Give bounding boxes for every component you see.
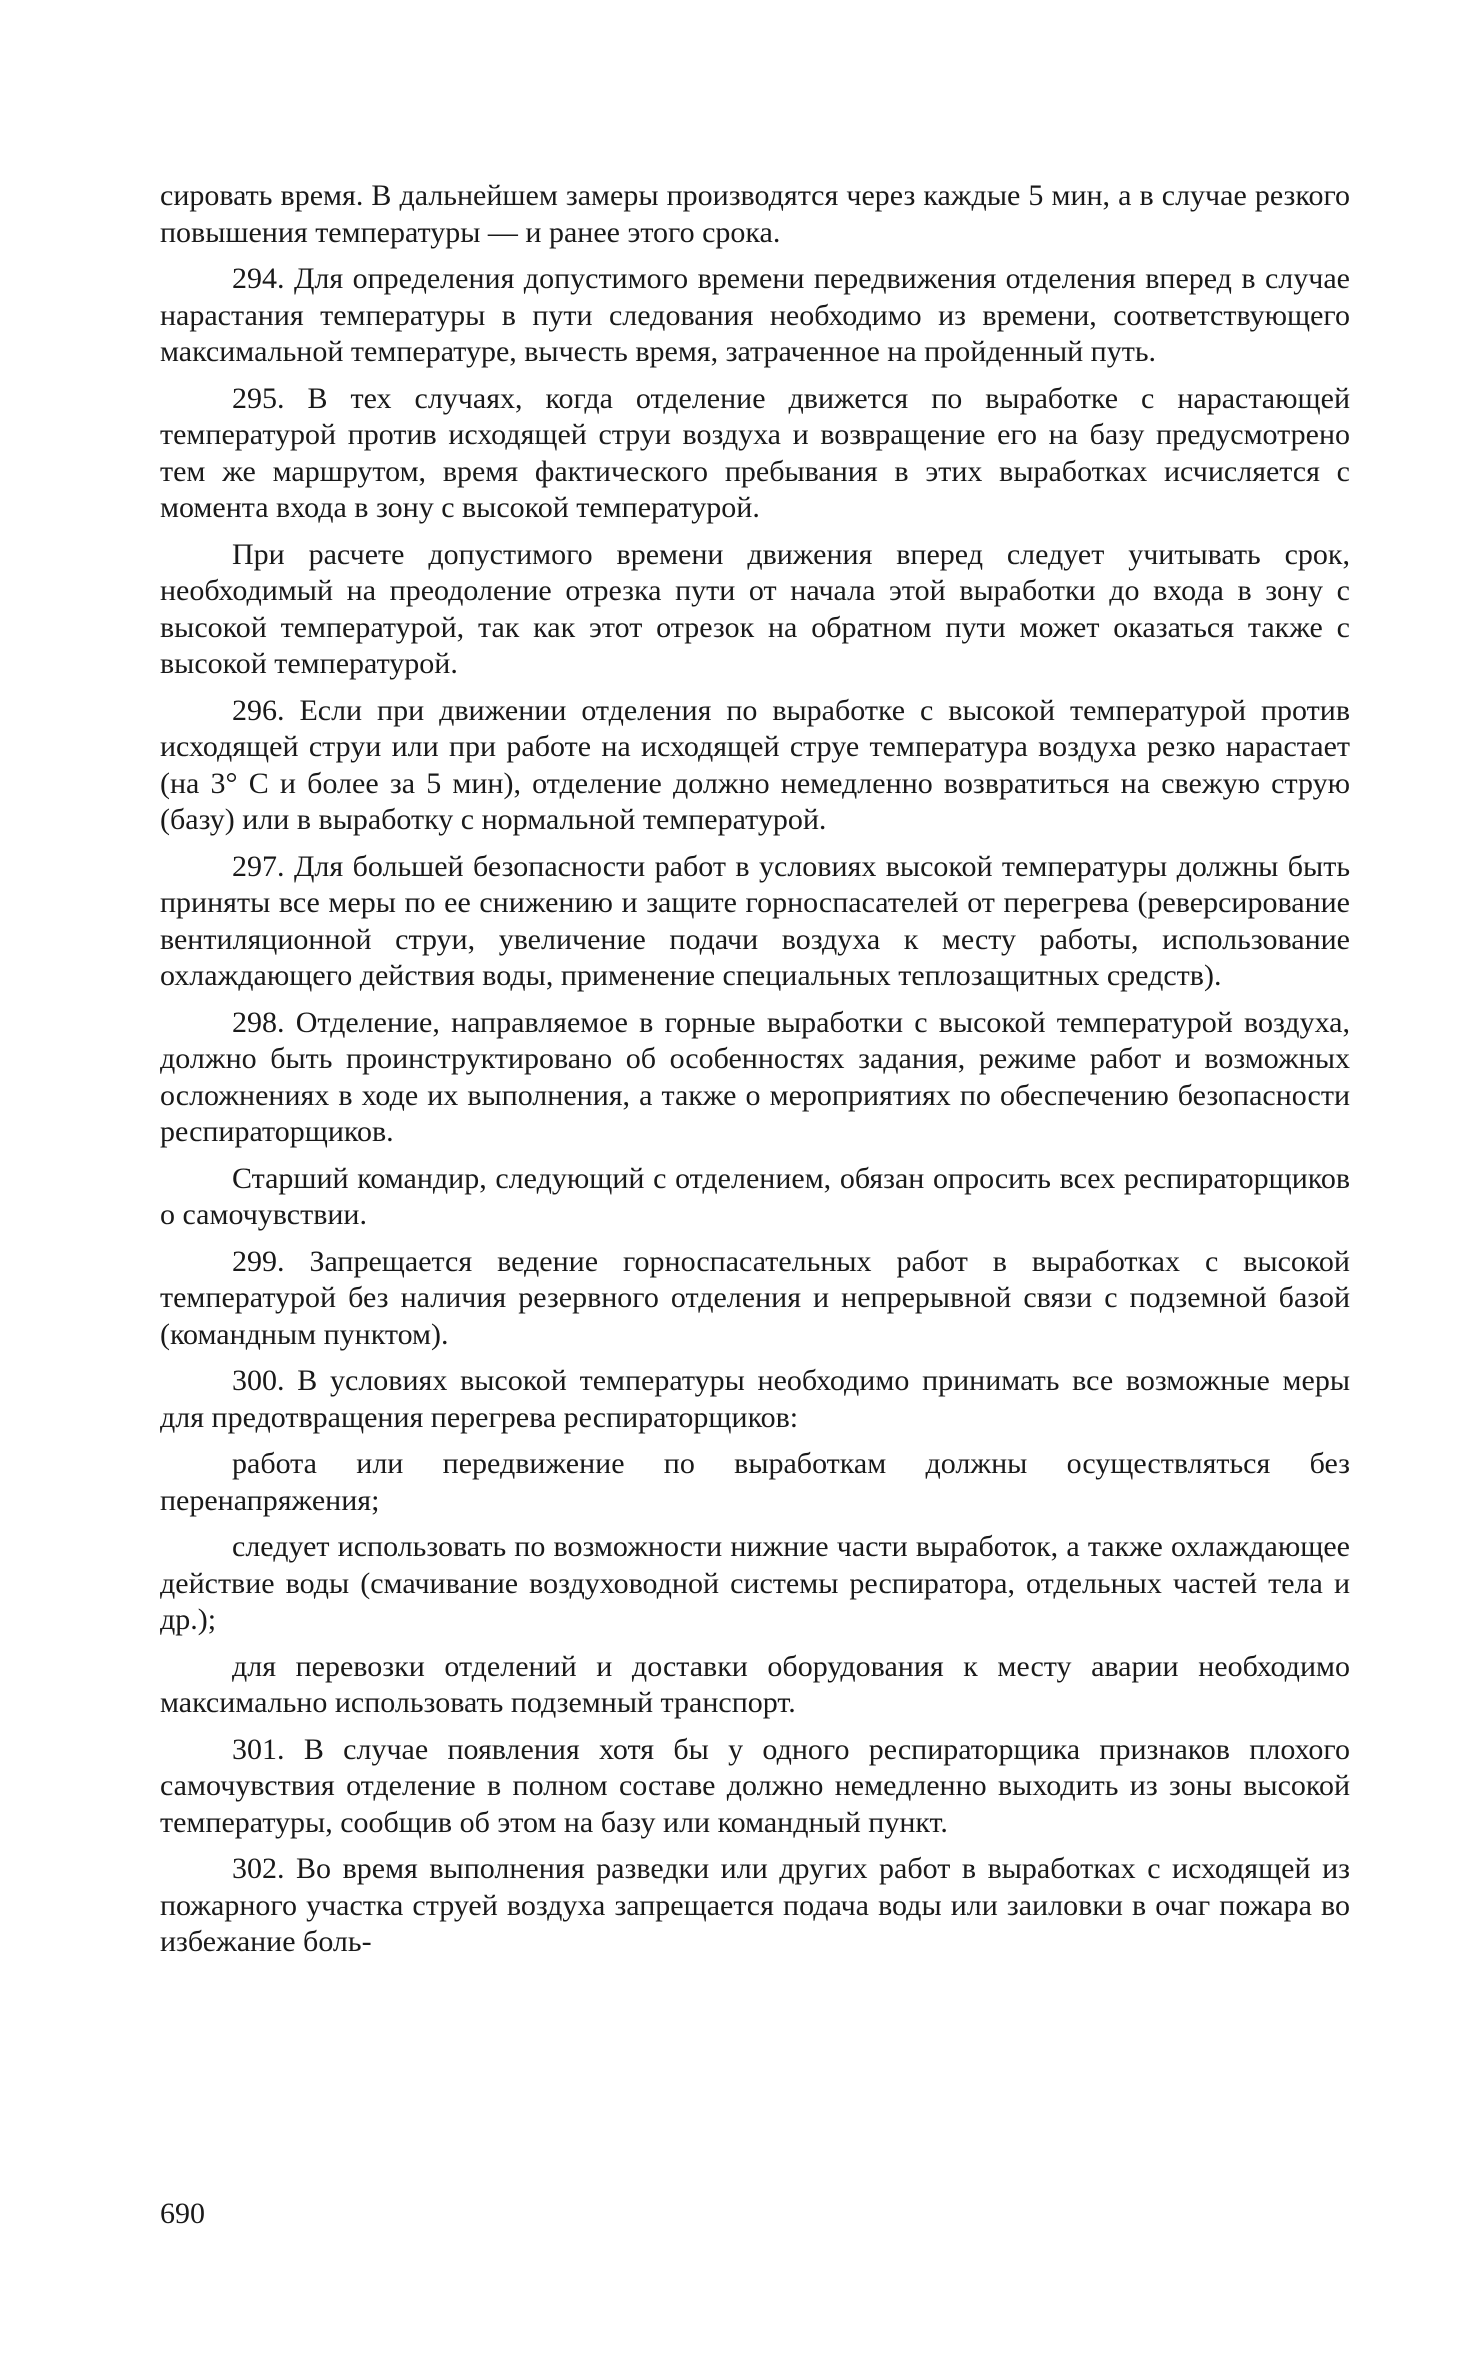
paragraph-continuation: сировать время. В дальнейшем замеры производятся через каждые 5 мин, а в случае резкого повышения температуры — и ранее этого срока. — [160, 179, 1350, 249]
paragraph-294: 294. Для определения допустимого времени передвижения отделения вперед в случае нарастания температуры в пути следования необходимо из времени, соответствующего максимальной температуре, вычесть время, затраченное на пройденный путь. — [160, 262, 1350, 368]
paragraph-301: 301. В случае появления хотя бы у одного респираторщика признаков плохого самочувствия отделение в полном составе должно немедленно выходить из зоны высокой температуры, сообщив об этом на базу или командный пункт. — [160, 1732, 1350, 1839]
page-number: 690 — [160, 2197, 205, 2230]
paragraph-299: 299. Запрещается ведение горноспасательных работ в выработках с высокой температурой без наличия резервного отделения и непрерывной связи с подземной базой (командным пунктом). — [160, 1244, 1350, 1351]
paragraph-297: 297. Для большей безопасности работ в условиях высокой температуры должны быть приняты все меры по ее снижению и защите горноспасателей от перегрева (реверсирование вентиляционной струи, увеличение подачи воздуха к месту работы, использование охлаждающего действия воды, применение специальных теплозащитных средств). — [160, 849, 1350, 992]
list-item-300-2: следует использовать по возможности нижние части выработок, а также охлаждающее действие воды (смачивание воздуховодной системы респиратора, отдельных частей тела и др.); — [160, 1530, 1350, 1636]
paragraph-298-note: Старший командир, следующий с отделением, обязан опросить всех респираторщиков о самочувствии. — [160, 1161, 1350, 1231]
paragraph-295-note: При расчете допустимого времени движения вперед следует учитывать срок, необходимый на преодоление отрезка пути от начала этой выработки до входа в зону с высокой температурой, так как этот отрезок на обратном пути может оказаться также с высокой температурой. — [160, 537, 1350, 680]
paragraph-300: 300. В условиях высокой температуры необходимо принимать все возможные меры для предотвращения перегрева респираторщиков: — [160, 1364, 1350, 1434]
paragraph-302: 302. Во время выполнения разведки или других работ в выработках с исходящей из пожарного участка струей воздуха запрещается подача воды или заиловки в очаг пожара во избежание боль- — [160, 1852, 1350, 1958]
list-item-300-3: для перевозки отделений и доставки оборудования к месту аварии необходимо максимально использовать подземный транспорт. — [160, 1649, 1350, 1719]
page-body — [160, 178, 1350, 1961]
paragraph-296: 296. Если при движении отделения по выработке с высокой температурой против исходящей струи или при работе на исходящей струе температура воздуха резко нарастает (на 3° С и более за 5 мин), отделение должно немедленно возвратиться на свежую струю (базу) или в выработку с нормальной температурой. — [160, 693, 1350, 836]
list-item-300-1: работа или передвижение по выработкам должны осуществляться без перенапряжения; — [160, 1447, 1350, 1517]
paragraph-298: 298. Отделение, направляемое в горные выработки с высокой температурой воздуха, должно быть проинструктировано об особенностях задания, режиме работ и возможных осложнениях в ходе их выполнения, а также о мероприятиях по обеспечению безопасности респираторщиков. — [160, 1005, 1350, 1148]
paragraph-295: 295. В тех случаях, когда отделение движется по выработке с нарастающей температурой против исходящей струи воздуха и возвращение его на базу предусмотрено тем же маршрутом, время фактического пребывания в этих выработках исчисляется с момента входа в зону с высокой температурой. — [160, 381, 1350, 524]
